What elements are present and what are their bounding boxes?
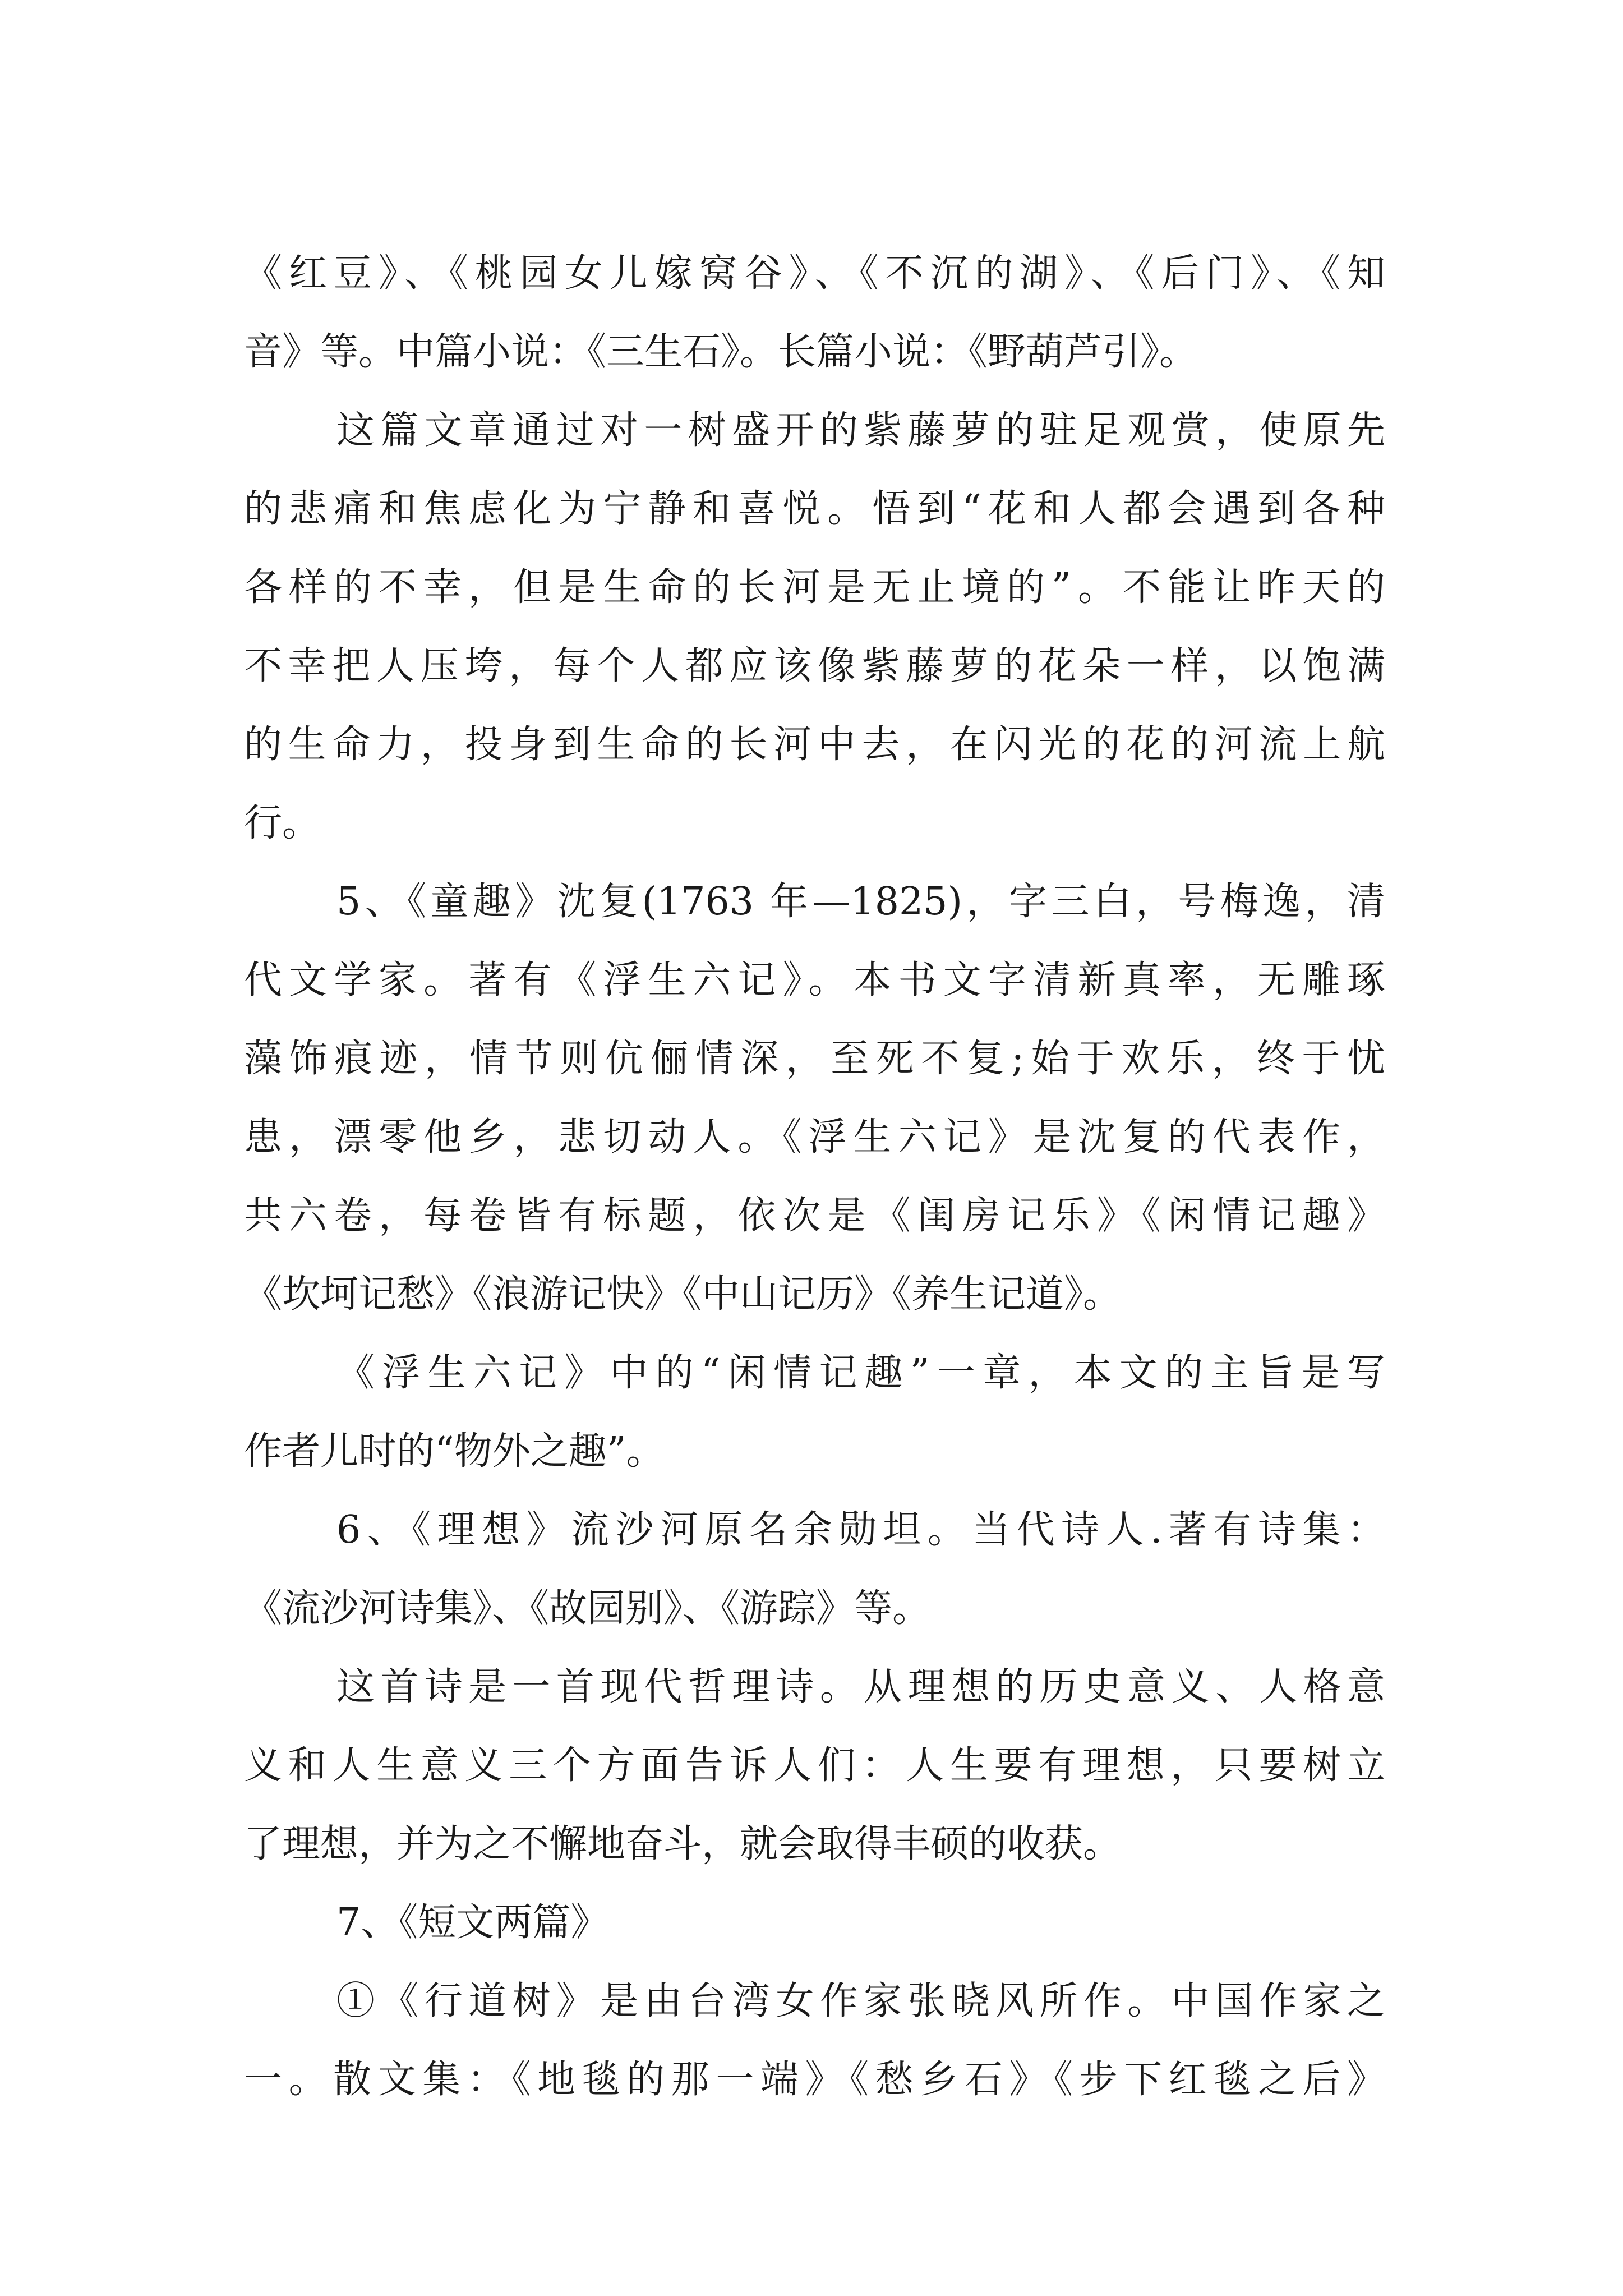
text-line: 了理想，并为之不懈地奋斗，就会取得丰硕的收获。	[244, 1822, 1122, 1866]
text-line: 《流沙河诗集》、《故园别》、《游踪》等。	[244, 1586, 931, 1631]
text-line: 《红豆》、《桃园女儿嫁窝谷》、《不沉的湖》、《后门》、《知	[244, 251, 1385, 296]
text-line: 不幸把人压垮，每个人都应该像紫藤萝的花朵一样，以饱满	[244, 644, 1385, 688]
text-line: 的生命力，投身到生命的长河中去，在闪光的花的河流上航	[244, 723, 1385, 767]
text-line: 一。散文集：《地毯的那一端》《愁乡石》《步下红毯之后》	[244, 2058, 1385, 2102]
text-line: 5、《童趣》沈复(1763 年—1825)，字三白，号梅逸，清	[336, 880, 1385, 924]
text-line: 7、《短文两篇》	[336, 1901, 609, 1945]
text-line: 6、《理想》流沙河原名余勋坦。当代诗人.著有诗集：	[336, 1508, 1385, 1552]
text-line: 作者儿时的“物外之趣”。	[244, 1429, 665, 1474]
text-line: 代文学家。著有《浮生六记》。本书文字清新真率，无雕琢	[244, 958, 1385, 1002]
text-line: 各样的不幸，但是生命的长河是无止境的”。不能让昨天的	[244, 565, 1385, 610]
text-line: 的悲痛和焦虑化为宁静和喜悦。悟到“花和人都会遇到各种	[244, 487, 1385, 531]
text-line: 患，漂零他乡，悲切动人。《浮生六记》是沈复的代表作，	[244, 1115, 1385, 1159]
text-line: 《坎坷记愁》《浪游记快》《中山记历》《养生记道》。	[244, 1272, 1122, 1317]
text-line: ①《行道树》是由台湾女作家张晓风所作。中国作家之	[336, 1979, 1385, 2023]
text-line: 这篇文章通过对一树盛开的紫藤萝的驻足观赏，使原先	[336, 408, 1385, 453]
text-line: 义和人生意义三个方面告诉人们：人生要有理想，只要树立	[244, 1743, 1385, 1788]
text-line: 这首诗是一首现代哲理诗。从理想的历史意义、人格意	[336, 1665, 1385, 1709]
text-line: 藻饰痕迹，情节则伉俪情深，至死不复;始于欢乐，终于忧	[244, 1037, 1385, 1081]
text-line: 行。	[244, 801, 321, 845]
text-line: 音》等。中篇小说：《三生石》。长篇小说：《野葫芦引》。	[244, 330, 1198, 374]
text-line: 共六卷，每卷皆有标题，依次是《闺房记乐》《闲情记趣》	[244, 1194, 1385, 1238]
text-line: 《浮生六记》中的“闲情记趣”一章，本文的主旨是写	[336, 1351, 1385, 1395]
